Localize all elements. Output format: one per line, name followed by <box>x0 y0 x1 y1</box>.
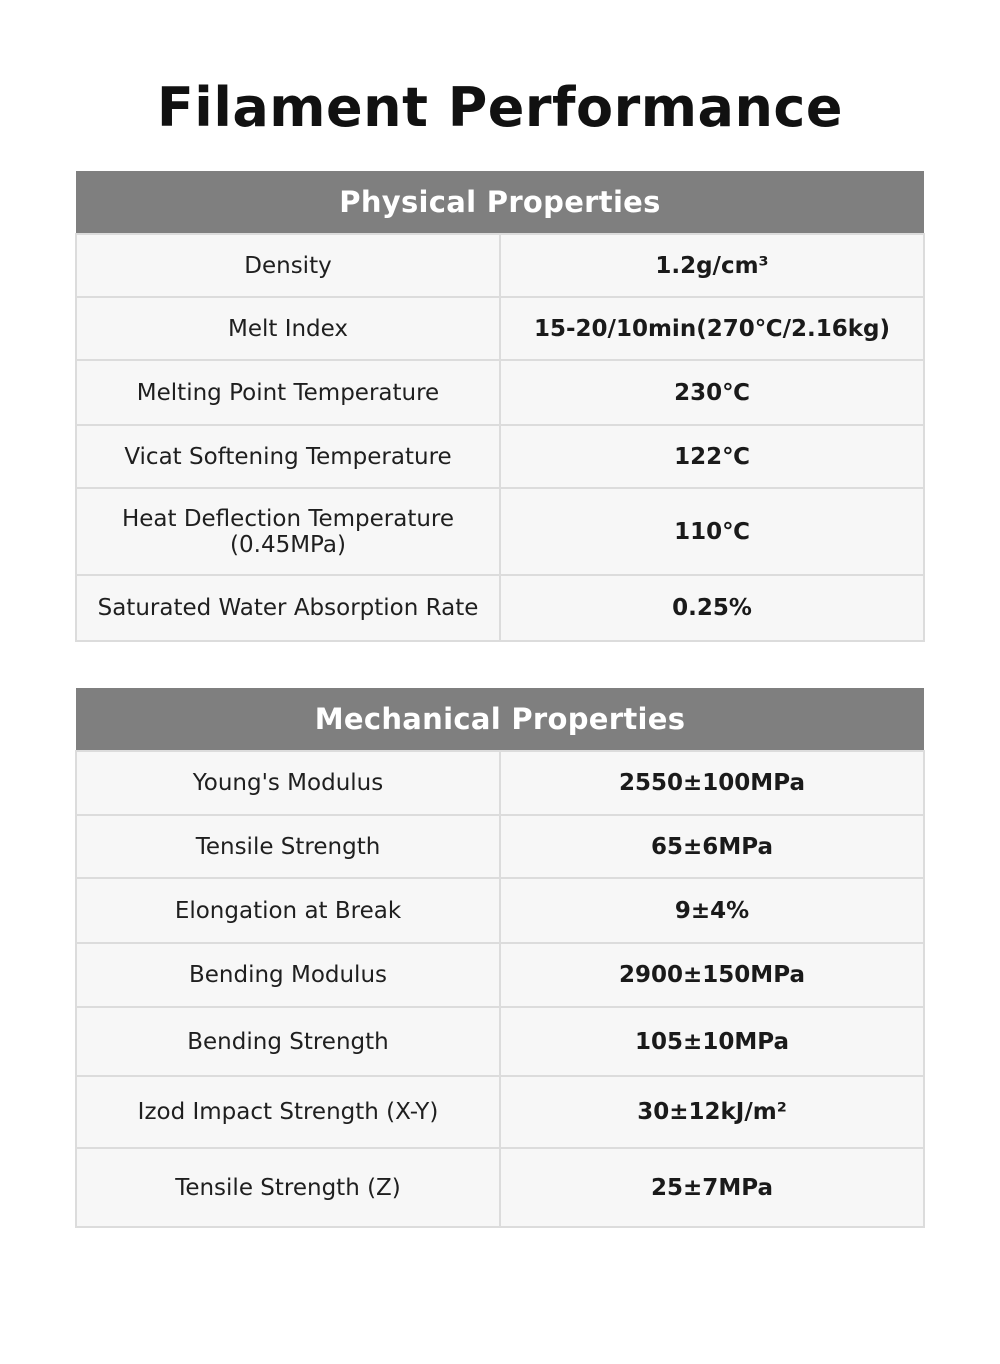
property-value: 110℃ <box>500 488 924 575</box>
property-value: 15-20/10min(270℃/2.16kg) <box>500 297 924 360</box>
table-row <box>76 943 924 1007</box>
mechanical-properties-table <box>75 688 925 1228</box>
table-header-row <box>76 171 924 234</box>
property-value: 9±4% <box>500 878 924 943</box>
property-label: Melting Point Temperature <box>76 360 500 425</box>
property-label-cell <box>76 488 500 575</box>
physical-properties-heading: Physical Properties <box>76 171 924 234</box>
table-row <box>76 1076 924 1148</box>
table-row <box>76 751 924 815</box>
property-value: 105±10MPa <box>500 1007 924 1076</box>
mechanical-properties-heading: Mechanical Properties <box>76 688 924 751</box>
property-label: Vicat Softening Temperature <box>76 425 500 488</box>
table-row <box>76 575 924 641</box>
table-row <box>76 488 924 575</box>
property-label: Elongation at Break <box>76 878 500 943</box>
property-label: Melt Index <box>76 297 500 360</box>
property-value: 65±6MPa <box>500 815 924 878</box>
property-value: 1.2g/cm³ <box>500 234 924 297</box>
property-value: 2550±100MPa <box>500 751 924 815</box>
property-label: Young's Modulus <box>76 751 500 815</box>
property-value: 230℃ <box>500 360 924 425</box>
physical-properties-table <box>75 171 925 642</box>
property-value: 30±12kJ/m² <box>500 1076 924 1148</box>
table-header-row <box>76 688 924 751</box>
property-label: Saturated Water Absorption Rate <box>76 575 500 641</box>
table-row <box>76 878 924 943</box>
property-label: Bending Strength <box>76 1007 500 1076</box>
property-label: Heat Deflection Temperature <box>121 505 455 532</box>
table-row <box>76 234 924 297</box>
property-label: Izod Impact Strength (X-Y) <box>76 1076 500 1148</box>
property-value: 0.25% <box>500 575 924 641</box>
table-row <box>76 360 924 425</box>
property-label-condition: (0.45MPa) <box>230 531 346 558</box>
property-label: Tensile Strength <box>76 815 500 878</box>
property-label: Bending Modulus <box>76 943 500 1007</box>
table-row <box>76 1007 924 1076</box>
table-row <box>76 425 924 488</box>
page-title: Filament Performance <box>156 76 844 139</box>
table-row <box>76 297 924 360</box>
property-value: 122℃ <box>500 425 924 488</box>
table-row <box>76 815 924 878</box>
property-value: 2900±150MPa <box>500 943 924 1007</box>
table-row <box>76 1148 924 1227</box>
property-label: Density <box>76 234 500 297</box>
property-label: Tensile Strength (Z) <box>76 1148 500 1227</box>
property-value: 25±7MPa <box>500 1148 924 1227</box>
